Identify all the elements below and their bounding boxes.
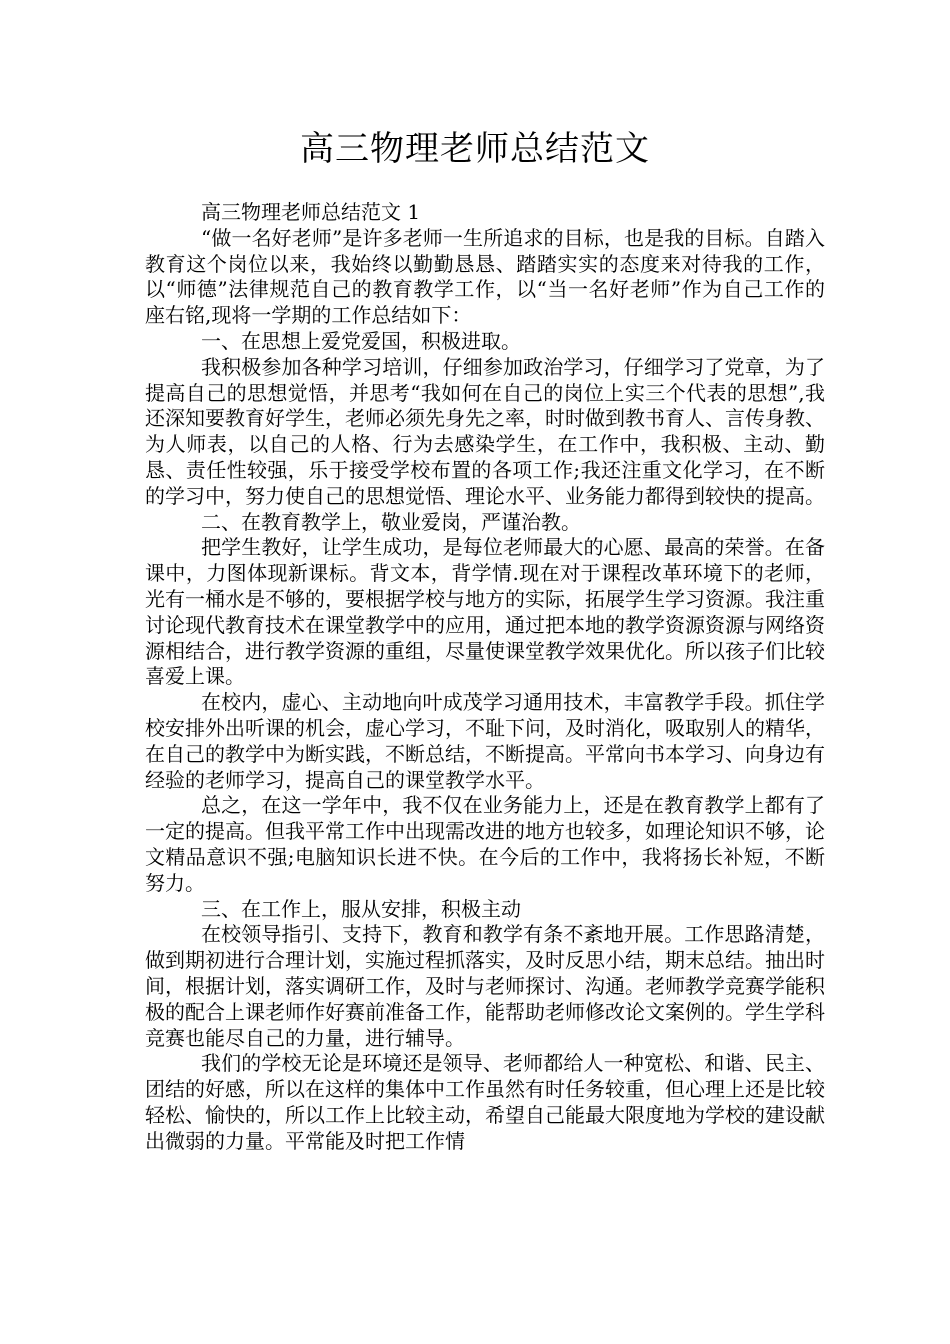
body-paragraph: 我积极参加各种学习培训，仔细参加政治学习，仔细学习了党章，为了提高自己的思想觉悟，并思考“我如何在自己的岗位上实三个代表的思想”,我还深知要教育好学生，老师必须先身先之率，时时做到教书育人、言传身教、为人师表，以自己的人格、行为去感染学生，在工作中，我积极、主动、勤恳、责任性较强，乐于接受学校布置的各项工作;我还注重文化学习，在不断的学习中，努力使自己的思想觉悟、理论水平、业务能力都得到较快的提高。 (145, 354, 825, 508)
section-heading: 二、在教育教学上，敬业爱岗，严谨治教。 (201, 509, 581, 534)
body-paragraph: 把学生教好，让学生成功，是每位老师最大的心愿、最高的荣誉。在备课中，力图体现新课标。背文本，背学情.现在对于课程改革环境下的老师，光有一桶水是不够的，要根据学校与地方的实际，拓展学生学习资源。我注重讨论现代教育技术在课堂教学中的应用，通过把本地的教学资源资源与网络资源相结合，进行教学资源的重组，尽量使课堂教学效果优化。所以孩子们比较喜爱上课。 (145, 535, 825, 689)
body-paragraph: 在校领导指引、支持下，教育和教学有条不紊地开展。工作思路清楚，做到期初进行合理计划，实施过程抓落实，及时反思小结，期末总结。抽出时间，根据计划，落实调研工作，及时与老师探讨、沟通。老师教学竞赛学能积极的配合上课老师作好赛前准备工作，能帮助老师修改论文案例的。学生学科竞赛也能尽自己的力量，进行辅导。 (145, 922, 825, 1050)
section-heading: 一、在思想上爱党爱国，积极进取。 (201, 328, 521, 353)
subtitle-paragraph: 高三物理老师总结范文 1 (201, 200, 421, 224)
section-heading: 三、在工作上，服从安排，积极主动 (201, 896, 521, 921)
body-paragraph: “做一名好老师”是许多老师一生所追求的目标，也是我的目标。自踏入教育这个岗位以来，我始终以勤勤恳恳、踏踏实实的态度来对待我的工作，以“师德”法律规范自己的教育教学工作，以“当一名好老师”作为自己工作的座右铭,现将一学期的工作总结如下： (145, 225, 825, 328)
document-body (145, 200, 825, 1154)
body-paragraph: 我们的学校无论是环境还是领导、老师都给人一种宽松、和谐、民主、团结的好感，所以在这样的集体中工作虽然有时任务较重，但心理上还是比较轻松、愉快的，所以工作上比较主动，希望自己能最大限度地为学校的建设献出微弱的力量。平常能及时把工作情 (145, 1051, 825, 1153)
body-paragraph: 总之，在这一学年中，我不仅在业务能力上，还是在教育教学上都有了一定的提高。但我平常工作中出现需改进的地方也较多，如理论知识不够，论文精品意识不强;电脑知识长进不快。在今后的工作中，我将扬长补短，不断努力。 (145, 793, 825, 895)
document-title: 高三物理老师总结范文 (300, 129, 650, 169)
body-paragraph: 在校内，虚心、主动地向叶成茂学习通用技术，丰富教学手段。抓住学校安排外出听课的机会，虚心学习，不耻下问，及时消化，吸取别人的精华，在自己的教学中为断实践，不断总结，不断提高。平常向书本学习、向身边有经验的老师学习，提高自己的课堂教学水平。 (145, 690, 825, 792)
